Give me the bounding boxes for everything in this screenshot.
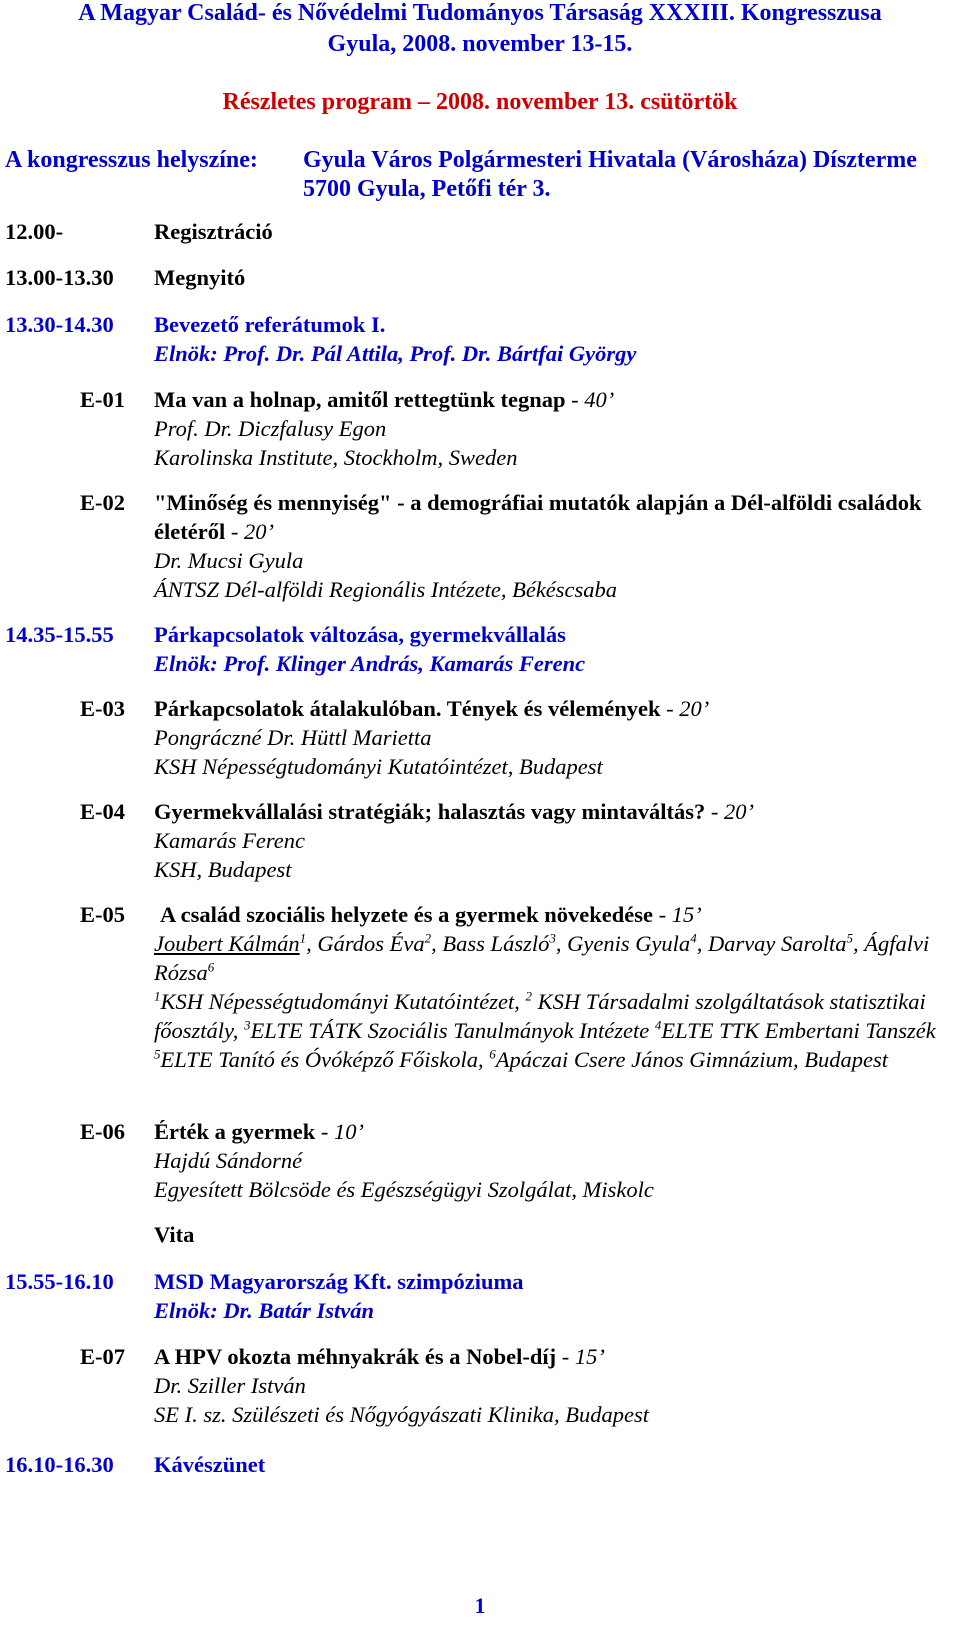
author-separator: , [696,931,708,956]
talk-affiliation: ÁNTSZ Dél-alföldi Regionális Intézete, Békéscsaba [154,577,618,602]
discussion-label: Vita [154,1222,195,1247]
affiliation-mark: 3 [244,1017,251,1033]
talk-block [154,900,945,1074]
talk-title: Gyermekvállalási stratégiák; halasztás vagy mintaváltás? [154,799,706,824]
author-separator: , [555,931,568,956]
session-block [154,620,945,678]
author-name: Ágfalvi Rózsa [154,931,930,985]
session-chair: Elnök: Prof. Dr. Pál Attila, Prof. Dr. Bártfai György [154,341,637,366]
affiliation-mark: 4 [654,1017,662,1033]
author-affiliation-mark: 3 [549,930,556,946]
session-time: 15.55-16.10 [5,1269,114,1294]
talk-code: E-06 [80,1119,125,1144]
talk-code: E-03 [80,696,125,721]
talk-affiliations [154,987,945,1074]
author-separator: , [306,931,318,956]
talk-duration: - 20’ [225,519,274,544]
talk-title: Érték a gyermek [154,1119,316,1144]
talk-block [154,694,945,781]
venue-name: Gyula Város Polgármesteri Hivatala (Városháza) Díszterme [303,147,917,173]
session-block [154,310,945,368]
author-name: Gárdos Éva [317,931,425,956]
session-chair: Elnök: Dr. Batár István [154,1298,375,1323]
session-title: MSD Magyarország Kft. szimpóziuma [154,1269,524,1294]
talk-affiliation: SE I. sz. Szülészeti és Nőgyógyászati Klinika, Budapest [154,1402,649,1427]
session-title: Bevezető referátumok I. [154,312,386,337]
session-time: 13.00-13.30 [5,265,114,290]
congress-title [0,0,960,60]
affiliation-mark: 2 [525,988,532,1004]
talk-block [154,797,945,884]
talk-affiliation: KSH, Budapest [154,857,292,882]
talk-block [154,1117,945,1204]
talk-code: E-05 [80,902,125,927]
talk-block [154,385,945,472]
affiliation-text: ELTE TÁTK Szociális Tanulmányok Intézete [250,1018,655,1043]
talk-speaker: Hajdú Sándorné [154,1148,303,1173]
day-title: Részletes program – 2008. november 13. csütörtök [222,89,738,115]
author-name: Bass László [442,931,550,956]
talk-title: Párkapcsolatok átalakulóban. Tények és vélemények [154,696,661,721]
talk-title: A HPV okozta méhnyakrák és a Nobel-díj [154,1344,557,1369]
author-affiliation-mark: 2 [424,930,432,946]
talk-speaker: Kamarás Ferenc [154,828,306,853]
talk-code: E-01 [80,387,125,412]
affiliation-text: ELTE Tanító és Óvóképző Főiskola, [160,1047,490,1072]
affiliation-text: Apáczai Csere János Gimnázium, Budapest [495,1047,888,1072]
session-block [154,1267,945,1325]
session-title: Párkapcsolatok változása, gyermekvállalás [154,622,566,647]
talk-code: E-04 [80,799,125,824]
talk-speaker: Prof. Dr. Diczfalusy Egon [154,416,387,441]
session-title: Regisztráció [154,219,273,244]
talk-duration: - 10’ [315,1119,364,1144]
talk-duration: - 40’ [565,387,615,412]
author-separator: , [431,931,443,956]
congress-title-line2: Gyula, 2008. november 13-15. [327,31,633,57]
talk-duration: - 15’ [556,1344,605,1369]
talk-title: Ma van a holnap, amitől rettegtünk tegnap [154,387,566,412]
venue-address: 5700 Gyula, Petőfi tér 3. [303,176,551,202]
session-chair: Elnök: Prof. Klinger András, Kamarás Ferenc [154,651,586,676]
affiliation-text: KSH Népességtudományi Kutatóintézet, [160,989,526,1014]
affiliation-mark: 6 [489,1046,496,1062]
talk-speaker: Dr. Sziller István [154,1373,306,1398]
session-time: 13.30-14.30 [5,312,114,337]
talk-title: "Minőség és mennyiség" - a demográfiai mutatók alapján a Dél-alföldi családok életéről [154,490,922,544]
talk-affiliation: Egyesített Bölcsöde és Egészségügyi Szolgálat, Miskolc [154,1177,654,1202]
author-name: Darvay Sarolta [707,931,847,956]
talk-code: E-07 [80,1344,125,1369]
session-time: 16.10-16.30 [5,1452,114,1477]
talk-code: E-02 [80,490,125,515]
congress-title-line1: A Magyar Család- és Nővédelmi Tudományos Társaság XXXIII. Kongresszusa [78,0,882,26]
author-affiliation-mark: 5 [846,930,853,946]
affiliation-text: KSH Társadalmi szolgáltatások statisztikai főosztály, [154,989,926,1043]
session-title: Megnyitó [154,265,246,290]
talk-block [154,488,945,604]
talk-title: A család szociális helyzete és a gyermek növekedése [160,902,654,927]
talk-duration: - 15’ [653,902,702,927]
affiliation-mark: 1 [154,988,161,1004]
talk-speaker: Pongráczné Dr. Hüttl Marietta [154,725,432,750]
talk-affiliation: KSH Népességtudományi Kutatóintézet, Budapest [154,754,603,779]
session-time: 14.35-15.55 [5,622,114,647]
talk-block [154,1342,945,1429]
talk-affiliation: Karolinska Institute, Stockholm, Sweden [154,445,518,470]
venue-label: A kongresszus helyszíne: [5,147,258,173]
author-name: Joubert Kálmán [154,931,300,956]
talk-authors [154,929,945,987]
session-title: Kávészünet [154,1452,266,1477]
author-separator: , [852,931,865,956]
affiliation-text: ELTE TTK Embertani Tanszék [661,1018,936,1043]
author-name: Gyenis Gyula [567,931,691,956]
author-affiliation-mark: 4 [690,930,697,946]
page-number: 1 [474,1593,486,1618]
author-affiliation-mark: 6 [207,959,215,975]
affiliation-mark: 5 [154,1046,161,1062]
author-affiliation-mark: 1 [299,930,307,946]
talk-duration: - 20’ [705,799,754,824]
session-time: 12.00- [5,219,64,244]
talk-duration: - 20’ [660,696,710,721]
talk-speaker: Dr. Mucsi Gyula [154,548,304,573]
